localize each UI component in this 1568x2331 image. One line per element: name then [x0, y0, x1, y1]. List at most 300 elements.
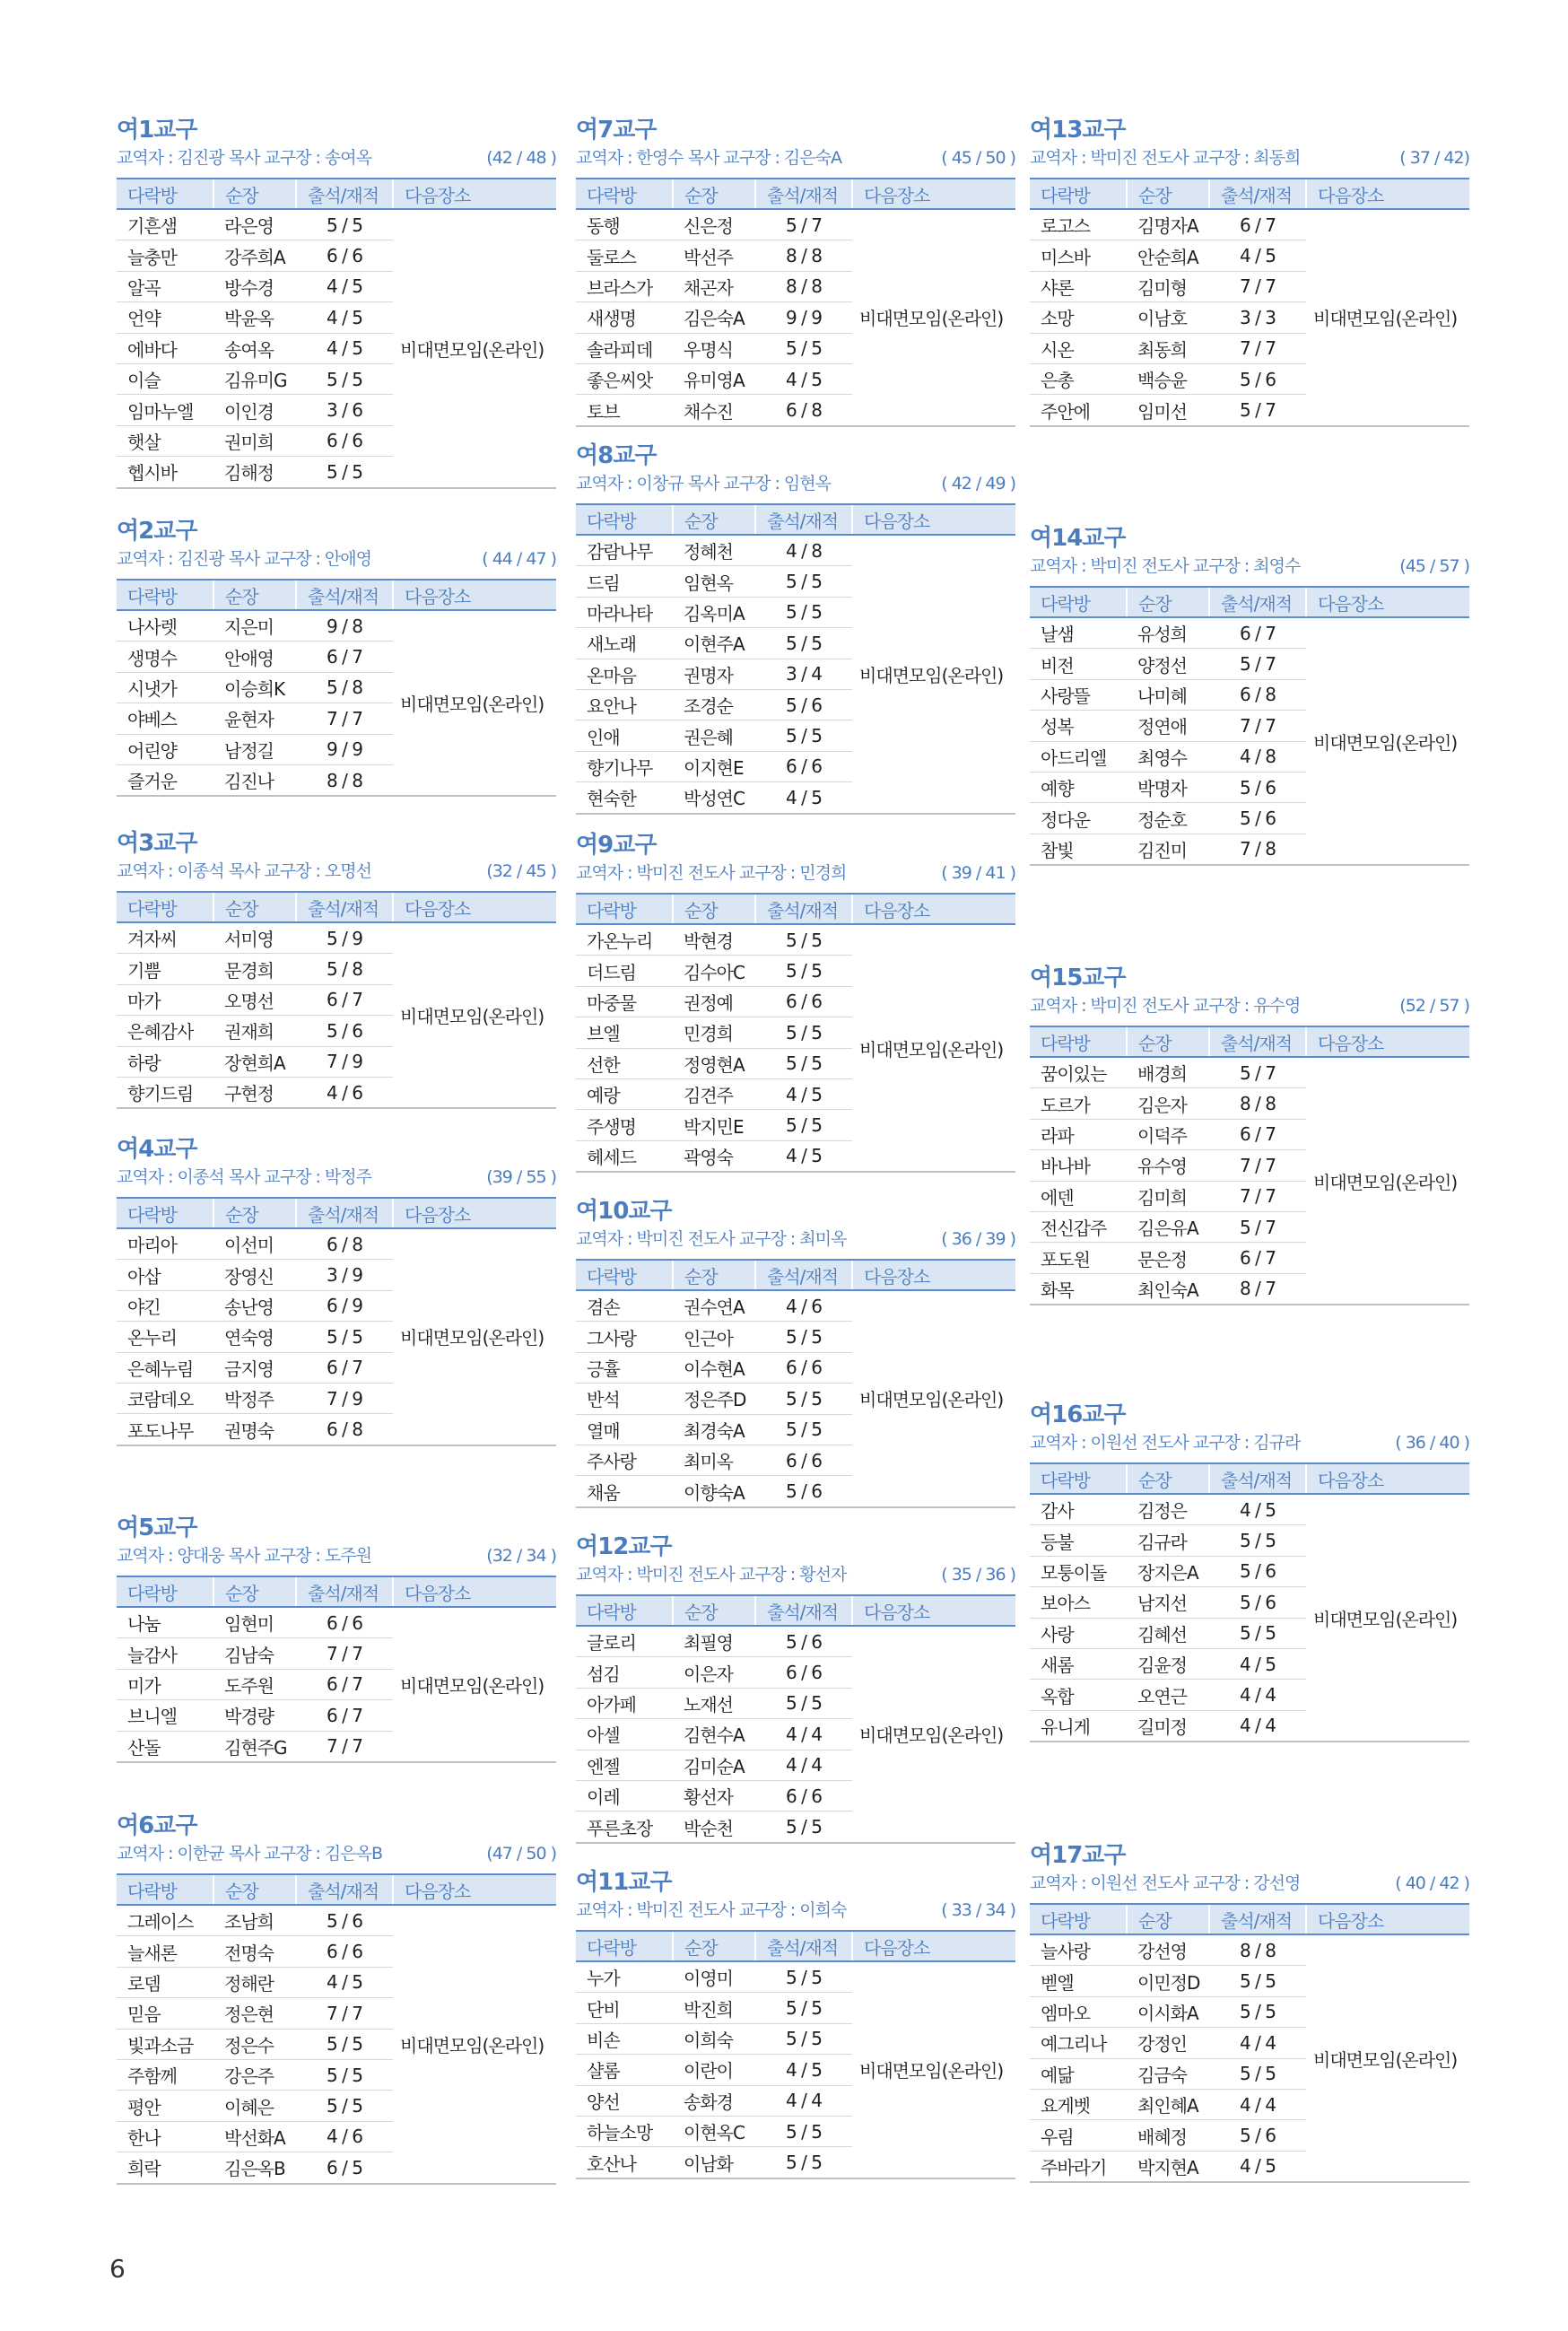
leader-name: 권재희 [213, 1016, 296, 1046]
column-header: 순장 [213, 580, 296, 610]
district-section [1030, 1400, 1469, 1742]
column-header: 다락방 [1030, 179, 1127, 209]
group-name: 아삽 [117, 1260, 213, 1290]
group-name: 주바라기 [1030, 2151, 1127, 2182]
group-name: 양선 [576, 2085, 673, 2116]
group-name: 좋은씨앗 [576, 363, 673, 394]
group-name: 비전 [1030, 649, 1127, 679]
column-header: 출석/재적 [296, 580, 393, 610]
leader-name: 김은자 [1127, 1088, 1209, 1119]
district-section [117, 516, 556, 797]
leader-name: 이승희K [213, 672, 296, 703]
group-name: 미가 [117, 1669, 213, 1699]
staff-info: 교역자 : 한영수 목사 교구장 : 김은숙A [576, 148, 841, 168]
attendance-value: 5 / 7 [1209, 1057, 1306, 1088]
leader-name: 전명숙 [213, 1936, 296, 1967]
attendance-value: 5 / 5 [755, 1812, 852, 1843]
group-name: 향기나무 [576, 751, 673, 781]
attendance-value: 9 / 9 [755, 302, 852, 333]
leader-name: 나미혜 [1127, 679, 1209, 710]
attendance-value: 5 / 5 [296, 2029, 393, 2059]
group-name: 긍휼 [576, 1352, 673, 1383]
attendance-value: 5 / 8 [296, 672, 393, 703]
group-name: 글로리 [576, 1626, 673, 1657]
group-name: 화목 [1030, 1273, 1127, 1305]
next-place: 비대면모임(온라인) [852, 1626, 1015, 1843]
table-header-row [117, 179, 556, 209]
attendance-value: 6 / 6 [755, 1445, 852, 1475]
leader-name: 정혜천 [673, 535, 755, 566]
group-name: 로뎀 [117, 1967, 213, 1997]
attendance-value: 6 / 8 [1209, 679, 1306, 710]
group-name: 벧엘 [1030, 1966, 1127, 1996]
attendance-value: 4 / 5 [1209, 1648, 1306, 1679]
district-section [576, 115, 1015, 427]
group-name: 섬김 [576, 1657, 673, 1688]
table-row [576, 535, 1015, 566]
staff-info: 교역자 : 이창규 목사 교구장 : 임현옥 [576, 474, 831, 493]
attendance-count: ( 33 / 34 ) [941, 1900, 1015, 1920]
leader-name: 이현옥C [673, 2116, 755, 2146]
leader-name: 박정주 [213, 1383, 296, 1413]
group-name: 에덴 [1030, 1181, 1127, 1211]
leader-name: 장지은A [1127, 1556, 1209, 1586]
next-place: 비대면모임(온라인) [852, 924, 1015, 1172]
staff-info: 교역자 : 양대웅 목사 교구장 : 도주원 [117, 1546, 371, 1566]
leader-name: 김정은 [1127, 1494, 1209, 1525]
leader-name: 지은미 [213, 610, 296, 642]
leader-name: 강주희A [213, 240, 296, 271]
district-title: 여15교구 [1030, 965, 1126, 991]
group-name: 라파 [1030, 1119, 1127, 1149]
leader-name: 권은혜 [673, 720, 755, 751]
group-name: 정다운 [1030, 803, 1127, 834]
attendance-value: 5 / 5 [296, 209, 393, 240]
column-header: 다음장소 [393, 1874, 556, 1905]
attendance-count: (47 / 50 ) [486, 1844, 556, 1864]
group-name: 늘새론 [117, 1936, 213, 1967]
attendance-value: 4 / 5 [296, 1967, 393, 1997]
column-header: 다락방 [117, 1576, 213, 1607]
leader-name: 김미형 [1127, 271, 1209, 301]
group-name: 소망 [1030, 302, 1127, 333]
leader-name: 이인경 [213, 395, 296, 425]
staff-info: 교역자 : 박미진 전도사 교구장 : 민경희 [576, 863, 847, 883]
column-header: 출석/재적 [296, 1198, 393, 1228]
attendance-value: 5 / 5 [296, 2091, 393, 2121]
table-row [117, 1905, 556, 1936]
district-info [1030, 145, 1469, 170]
attendance-value: 3 / 4 [755, 659, 852, 689]
group-name: 믿음 [117, 1998, 213, 2029]
attendance-count: ( 36 / 40 ) [1395, 1433, 1469, 1453]
attendance-value: 5 / 5 [755, 1384, 852, 1414]
column-header: 다락방 [117, 892, 213, 922]
attendance-value: 4 / 5 [755, 782, 852, 814]
attendance-value: 7 / 7 [1209, 333, 1306, 363]
group-name: 사랑 [1030, 1618, 1127, 1648]
attendance-count: (32 / 34 ) [486, 1546, 556, 1566]
attendance-value: 4 / 5 [1209, 240, 1306, 271]
leader-name: 조남희 [213, 1905, 296, 1936]
attendance-value: 5 / 5 [755, 1322, 852, 1352]
attendance-value: 5 / 5 [296, 363, 393, 394]
district-title: 여4교구 [117, 1136, 197, 1163]
group-name: 날샘 [1030, 617, 1127, 649]
column-header: 출석/재적 [1209, 1026, 1306, 1057]
attendance-value: 7 / 7 [296, 1638, 393, 1669]
next-place: 비대면모임(온라인) [1306, 1934, 1469, 2182]
attendance-value: 5 / 5 [755, 333, 852, 363]
district-section [1030, 963, 1469, 1305]
group-name: 로고스 [1030, 209, 1127, 240]
group-name: 인애 [576, 720, 673, 751]
attendance-value: 4 / 5 [755, 2055, 852, 2085]
group-name: 미스바 [1030, 240, 1127, 271]
attendance-value: 6 / 7 [1209, 617, 1306, 649]
column-header: 출석/재적 [755, 504, 852, 535]
column-header: 순장 [213, 1198, 296, 1228]
column-header: 순장 [673, 504, 755, 535]
leader-name: 최동희 [1127, 333, 1209, 363]
district-table [117, 579, 556, 797]
attendance-value: 4 / 5 [296, 271, 393, 301]
attendance-value: 6 / 6 [755, 1780, 852, 1811]
table-header-row [1030, 1463, 1469, 1494]
attendance-count: ( 35 / 36 ) [941, 1565, 1015, 1585]
group-name: 한나 [117, 2121, 213, 2152]
attendance-value: 4 / 4 [1209, 2089, 1306, 2119]
group-name: 솔라피데 [576, 333, 673, 363]
attendance-value: 5 / 5 [755, 1414, 852, 1445]
table-header-row [576, 1595, 1015, 1626]
column-header: 출석/재적 [755, 179, 852, 209]
table-header-row [117, 580, 556, 610]
attendance-value: 8 / 8 [755, 271, 852, 301]
leader-name: 민경희 [673, 1017, 755, 1048]
group-name: 헤세드 [576, 1140, 673, 1172]
attendance-value: 4 / 8 [1209, 741, 1306, 772]
group-name: 예향 [1030, 772, 1127, 802]
attendance-value: 4 / 4 [755, 1719, 852, 1750]
staff-info: 교역자 : 이원선 전도사 교구장 : 강선영 [1030, 1873, 1301, 1893]
district-info [117, 546, 556, 572]
column-header: 다음장소 [852, 1931, 1015, 1961]
attendance-value: 6 / 5 [296, 2152, 393, 2184]
column-header: 다락방 [576, 179, 673, 209]
attendance-count: ( 40 / 42 ) [1395, 1873, 1469, 1893]
column-header: 다음장소 [393, 1198, 556, 1228]
attendance-value: 4 / 5 [1209, 2151, 1306, 2182]
column-header: 다락방 [117, 179, 213, 209]
leader-name: 박현경 [673, 924, 755, 956]
group-name: 요안나 [576, 689, 673, 720]
attendance-value: 5 / 5 [755, 1961, 852, 1993]
attendance-value: 6 / 8 [296, 1414, 393, 1445]
attendance-value: 4 / 5 [755, 1140, 852, 1172]
group-name: 옥합 [1030, 1680, 1127, 1710]
attendance-value: 5 / 5 [755, 2116, 852, 2146]
group-name: 예그리나 [1030, 2028, 1127, 2058]
leader-name: 김현수A [673, 1719, 755, 1750]
leader-name: 박윤옥 [213, 302, 296, 333]
table-row [117, 610, 556, 642]
group-name: 꿈이있는 [1030, 1057, 1127, 1088]
group-name: 늘사랑 [1030, 1934, 1127, 1966]
table-row [1030, 209, 1469, 240]
group-name: 열매 [576, 1414, 673, 1445]
group-name: 요게벳 [1030, 2089, 1127, 2119]
leader-name: 정영현A [673, 1048, 755, 1078]
district-title: 여16교구 [1030, 1401, 1126, 1428]
leader-name: 김은숙A [673, 302, 755, 333]
column-header: 다락방 [117, 580, 213, 610]
leader-name: 권미희 [213, 425, 296, 456]
district-info [117, 859, 556, 884]
district-table [117, 891, 556, 1109]
attendance-value: 5 / 5 [1209, 1618, 1306, 1648]
district-info [1030, 554, 1469, 579]
attendance-value: 5 / 5 [755, 1688, 852, 1718]
column-header: 순장 [673, 1931, 755, 1961]
group-name: 하랑 [117, 1046, 213, 1077]
attendance-value: 4 / 4 [1209, 1680, 1306, 1710]
district-table [576, 1259, 1015, 1508]
attendance-value: 5 / 5 [296, 2059, 393, 2090]
group-name: 은혜감사 [117, 1016, 213, 1046]
leader-name: 김규라 [1127, 1525, 1209, 1556]
attendance-value: 4 / 4 [755, 1750, 852, 1780]
attendance-value: 6 / 7 [1209, 1243, 1306, 1273]
column-header: 다락방 [576, 1931, 673, 1961]
leader-name: 김수아C [673, 956, 755, 986]
district-info [117, 145, 556, 170]
district-table [576, 893, 1015, 1173]
column-header: 순장 [1127, 1904, 1209, 1934]
leader-name: 송난영 [213, 1290, 296, 1321]
leader-name: 임현미 [213, 1607, 296, 1638]
leader-name: 정해란 [213, 1967, 296, 1997]
group-name: 늘감사 [117, 1638, 213, 1669]
attendance-value: 4 / 5 [755, 363, 852, 394]
leader-name: 박선주 [673, 240, 755, 271]
leader-name: 김견주 [673, 1078, 755, 1109]
leader-name: 신은정 [673, 209, 755, 240]
district-title: 여11교구 [576, 1869, 672, 1896]
attendance-value: 6 / 7 [1209, 1119, 1306, 1149]
column-header: 순장 [673, 1595, 755, 1626]
leader-name: 장현희A [213, 1046, 296, 1077]
table-header-row [576, 1931, 1015, 1961]
next-place: 비대면모임(온라인) [852, 1290, 1015, 1507]
group-name: 더드림 [576, 956, 673, 986]
leader-name: 강선영 [1127, 1934, 1209, 1966]
leader-name: 채수진 [673, 395, 755, 426]
leader-name: 문경희 [213, 954, 296, 984]
attendance-value: 4 / 5 [1209, 1494, 1306, 1525]
district-title: 여10교구 [576, 1198, 672, 1225]
group-name: 토브 [576, 395, 673, 426]
district-section [117, 828, 556, 1109]
attendance-value: 5 / 6 [755, 689, 852, 720]
leader-name: 박선화A [213, 2121, 296, 2152]
column-header: 순장 [673, 1260, 755, 1290]
leader-name: 오명선 [213, 984, 296, 1015]
group-name: 시온 [1030, 333, 1127, 363]
attendance-count: (39 / 55 ) [486, 1167, 556, 1187]
leader-name: 박진희 [673, 1993, 755, 2023]
table-row [117, 922, 556, 954]
leader-name: 최영수 [1127, 741, 1209, 772]
attendance-value: 5 / 5 [1209, 1996, 1306, 2027]
column-header: 다락방 [117, 1198, 213, 1228]
leader-name: 길미정 [1127, 1710, 1209, 1742]
district-info [576, 860, 1015, 886]
attendance-value: 5 / 6 [755, 1626, 852, 1657]
leader-name: 안순희A [1127, 240, 1209, 271]
leader-name: 유수영 [1127, 1150, 1209, 1181]
attendance-value: 5 / 8 [296, 954, 393, 984]
attendance-value: 5 / 5 [755, 1048, 852, 1078]
leader-name: 이수현A [673, 1352, 755, 1383]
group-name: 드림 [576, 566, 673, 597]
attendance-value: 5 / 7 [755, 209, 852, 240]
attendance-value: 5 / 7 [1209, 649, 1306, 679]
attendance-value: 8 / 8 [1209, 1934, 1306, 1966]
staff-info: 교역자 : 박미진 전도사 교구장 : 유수영 [1030, 996, 1301, 1016]
group-name: 누가 [576, 1961, 673, 1993]
table-header-row [576, 504, 1015, 535]
table-row [1030, 617, 1469, 649]
group-name: 아셀 [576, 1719, 673, 1750]
district-title: 여17교구 [1030, 1842, 1126, 1869]
group-name: 성복 [1030, 711, 1127, 741]
group-name: 즐거운 [117, 764, 213, 796]
group-name: 호산나 [576, 2147, 673, 2178]
leader-name: 박순천 [673, 1812, 755, 1843]
group-name: 등불 [1030, 1525, 1127, 1556]
column-header: 순장 [213, 1874, 296, 1905]
district-section [1030, 115, 1469, 427]
leader-name: 박지민E [673, 1110, 755, 1140]
district-table [117, 1873, 556, 2185]
attendance-value: 5 / 6 [296, 1905, 393, 1936]
column-header: 다음장소 [852, 1595, 1015, 1626]
leader-name: 정은주D [673, 1384, 755, 1414]
attendance-value: 5 / 9 [296, 922, 393, 954]
attendance-value: 8 / 8 [296, 764, 393, 796]
attendance-value: 6 / 6 [296, 425, 393, 456]
group-name: 채움 [576, 1476, 673, 1507]
attendance-value: 5 / 5 [296, 457, 393, 488]
leader-name: 이향숙A [673, 1476, 755, 1507]
attendance-value: 5 / 7 [1209, 1211, 1306, 1242]
district-section [117, 1513, 556, 1763]
attendance-value: 5 / 6 [1209, 803, 1306, 834]
group-name: 온마음 [576, 659, 673, 689]
attendance-value: 4 / 6 [755, 1290, 852, 1322]
attendance-count: ( 42 / 49 ) [941, 474, 1015, 493]
column-header: 다음장소 [1306, 179, 1469, 209]
group-name: 새노래 [576, 628, 673, 659]
district-title: 여8교구 [576, 442, 657, 469]
district-info [117, 1543, 556, 1568]
group-name: 기쁨 [117, 954, 213, 984]
table-row [117, 1607, 556, 1638]
table-header-row [1030, 1026, 1469, 1057]
district-info [1030, 1430, 1469, 1455]
leader-name: 강은주 [213, 2059, 296, 2090]
leader-name: 우명식 [673, 333, 755, 363]
leader-name: 채곤자 [673, 271, 755, 301]
attendance-value: 6 / 6 [296, 1607, 393, 1638]
leader-name: 곽영숙 [673, 1140, 755, 1172]
district-section [1030, 523, 1469, 866]
group-name: 가온누리 [576, 924, 673, 956]
attendance-count: (52 / 57 ) [1399, 996, 1469, 1016]
table-header-row [576, 179, 1015, 209]
column-header: 다음장소 [1306, 587, 1469, 617]
attendance-value: 5 / 5 [755, 566, 852, 597]
leader-name: 유미영A [673, 363, 755, 394]
district-table [117, 178, 556, 489]
leader-name: 김은유A [1127, 1211, 1209, 1242]
attendance-value: 5 / 6 [1209, 363, 1306, 394]
district-title: 여5교구 [117, 1515, 197, 1541]
column-header: 출석/재적 [1209, 587, 1306, 617]
group-name: 예랑 [576, 1078, 673, 1109]
group-name: 엠마오 [1030, 1996, 1127, 2027]
district-section [576, 830, 1015, 1173]
group-name: 동행 [576, 209, 673, 240]
attendance-value: 4 / 4 [1209, 2028, 1306, 2058]
attendance-value: 6 / 6 [755, 1657, 852, 1688]
group-name: 도르가 [1030, 1088, 1127, 1119]
district-table [576, 1930, 1015, 2179]
leader-name: 권정예 [673, 986, 755, 1017]
group-name: 야긴 [117, 1290, 213, 1321]
group-name: 기흔샘 [117, 209, 213, 240]
attendance-value: 6 / 7 [296, 984, 393, 1015]
district-info [117, 1841, 556, 1866]
column-header: 순장 [673, 894, 755, 924]
group-name: 빛과소금 [117, 2029, 213, 2059]
leader-name: 김미희 [1127, 1181, 1209, 1211]
attendance-value: 4 / 6 [296, 2121, 393, 2152]
leader-name: 권명숙 [213, 1414, 296, 1445]
district-title: 여9교구 [576, 832, 657, 859]
group-name: 사랑뜰 [1030, 679, 1127, 710]
leader-name: 이혜은 [213, 2091, 296, 2121]
leader-name: 김명자A [1127, 209, 1209, 240]
district-info [1030, 993, 1469, 1018]
column-header: 다락방 [117, 1874, 213, 1905]
next-place: 비대면모임(온라인) [1306, 1494, 1469, 1742]
leader-name: 남지선 [1127, 1587, 1209, 1618]
leader-name: 최필영 [673, 1626, 755, 1657]
column-header: 다락방 [1030, 1026, 1127, 1057]
attendance-value: 4 / 5 [296, 333, 393, 363]
group-name: 새생명 [576, 302, 673, 333]
staff-info: 교역자 : 박미진 전도사 교구장 : 이희숙 [576, 1900, 847, 1920]
attendance-value: 5 / 6 [296, 1016, 393, 1046]
attendance-value: 6 / 6 [296, 240, 393, 271]
staff-info: 교역자 : 이원선 전도사 교구장 : 김규라 [1030, 1433, 1301, 1453]
district-info [576, 471, 1015, 496]
district-title: 여2교구 [117, 518, 197, 545]
attendance-value: 5 / 5 [755, 924, 852, 956]
district-section [1030, 1840, 1469, 2183]
